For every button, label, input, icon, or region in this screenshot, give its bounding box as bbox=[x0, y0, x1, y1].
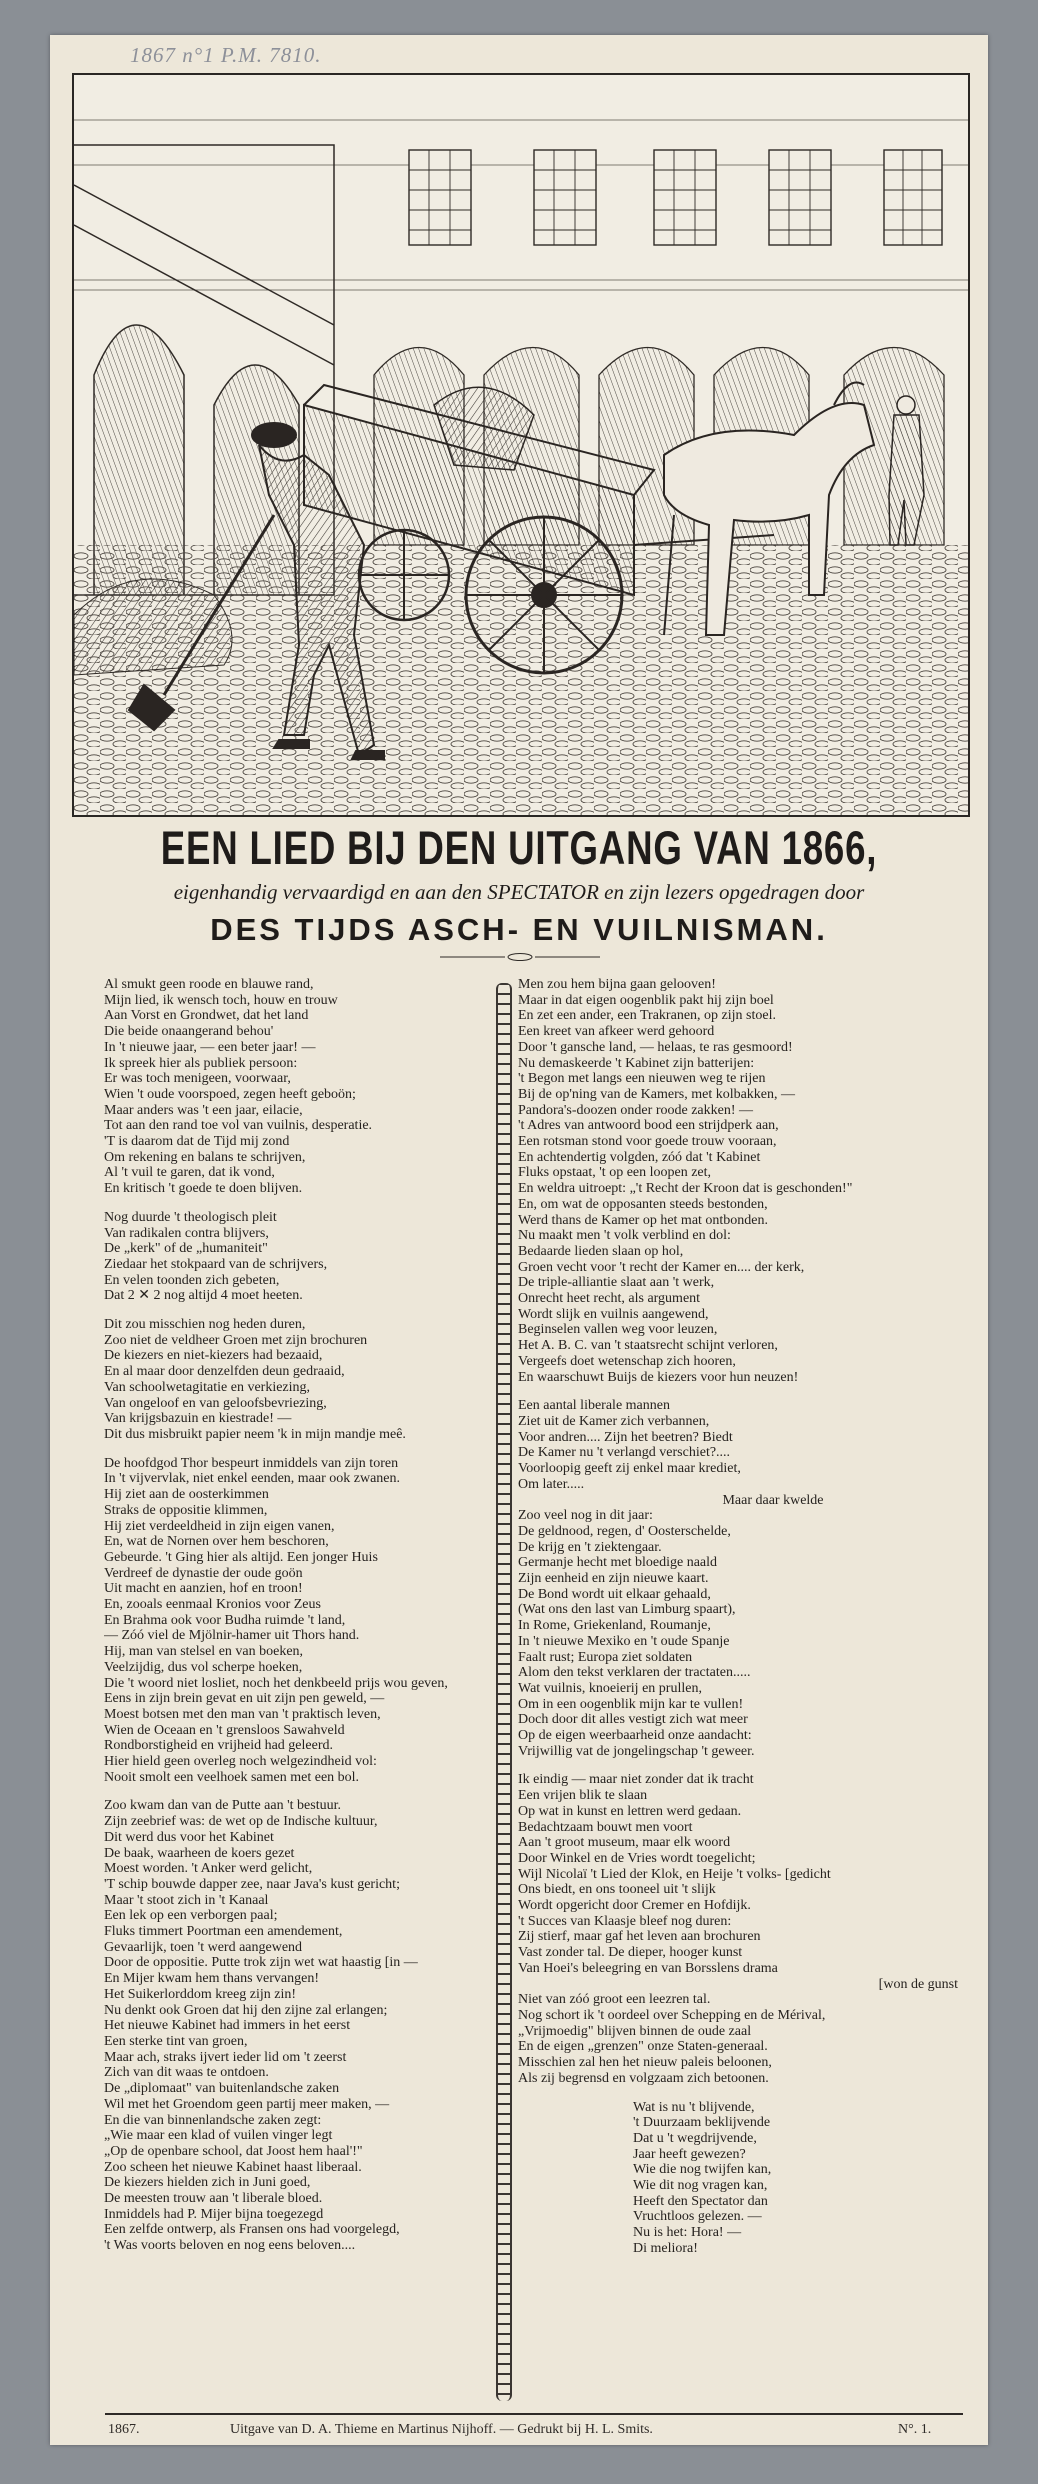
poem-line: Ons biedt, en ons tooneel uit 't slijk bbox=[518, 1882, 716, 1898]
stanza-gap bbox=[104, 1304, 509, 1317]
poem-line: Vrijwillig vat de jongelingschap 't geweer. bbox=[518, 1743, 755, 1759]
poem-line: Wie die nog twijfen kan, bbox=[633, 2162, 772, 2178]
poem-line: Die 't woord niet losliet, noch het denkbeeld prijs wou geven, bbox=[104, 1675, 448, 1691]
poem-line: Vast zonder tal. De dieper, hooger kunst bbox=[518, 1945, 743, 1961]
poem-line: In 't nieuwe Mexiko en 't oude Spanje bbox=[518, 1633, 730, 1649]
poem-line: Die beide onaangerand behou' bbox=[104, 1024, 274, 1040]
poem-line: Di meliora! bbox=[633, 2240, 698, 2256]
poem-line: Door 't gansche land, — helaas, te ras gesmoord! bbox=[518, 1039, 793, 1055]
poem-line: 't Begon met langs een nieuwen weg te rijen bbox=[518, 1071, 766, 1087]
poem-line: Zoo veel nog in dit jaar: bbox=[518, 1508, 653, 1524]
poem-line: Dat 2 ✕ 2 nog altijd 4 moet heeten. bbox=[104, 1288, 303, 1304]
poem-line: De krijg en 't ziektengaar. bbox=[518, 1539, 662, 1555]
poem-line: En de eigen „grenzen" onze Staten-generaal. bbox=[518, 2039, 768, 2055]
poem-line: Van krijgsbazuin en kiestrade! — bbox=[104, 1411, 292, 1427]
poem-line: Ziet uit de Kamer zich verbannen, bbox=[518, 1413, 710, 1429]
poem-line: [won de gunst bbox=[878, 1976, 958, 1992]
poem-line: Wil met het Groendom geen partij meer maken, — bbox=[104, 2096, 390, 2112]
poem-line: Beginselen vallen weg voor leuzen, bbox=[518, 1322, 718, 1338]
poem-line: Aan 't groot museum, maar elk woord bbox=[518, 1835, 731, 1851]
poem-line: Nog schort ik 't oordeel over Schepping en de Mérival, bbox=[518, 2008, 826, 2023]
poem-line: Veelzijdig, dus vol scherpe hoeken, bbox=[104, 1659, 303, 1675]
poem-line: Straks de oppositie klimmen, bbox=[104, 1502, 268, 1518]
poem-line: Dit werd dus voor het Kabinet bbox=[104, 1829, 274, 1845]
poem-line: De triple-alliantie slaat aan 't werk, bbox=[518, 1275, 715, 1291]
poem-line: En, om wat de opposanten steeds bestonden, bbox=[518, 1196, 768, 1212]
chain-divider bbox=[496, 983, 512, 2401]
broadside-subtitle: eigenhandig vervaardigd en aan den SPECTATOR en zijn lezers opgedragen door bbox=[173, 880, 865, 904]
poem-line: Van radikalen contra blijvers, bbox=[104, 1225, 269, 1241]
poem-line: Jaar heeft gewezen? bbox=[633, 2146, 746, 2162]
stanza-gap bbox=[518, 1385, 958, 1398]
poem-line: 'T schip bouwde dapper zee, naar Java's kust gericht; bbox=[104, 1876, 400, 1892]
poem-line: Wien de Oceaan en 't grensloos Sawahveld bbox=[104, 1722, 345, 1738]
poem-line: Heeft den Spectator dan bbox=[633, 2193, 768, 2209]
footer-number: N°. 1. bbox=[898, 2422, 932, 2437]
poem-line: Eens in zijn brein gevat en uit zijn pen geweld, — bbox=[104, 1691, 385, 1707]
broadside-title: EEN LIED BIJ DEN UITGANG VAN 1866, bbox=[160, 821, 878, 874]
windows bbox=[409, 150, 942, 245]
poem-line: Al smukt geen roode en blauwe rand, bbox=[104, 977, 314, 992]
broadside-author: DES TIJDS ASCH- EN VUILNISMAN. bbox=[210, 912, 828, 947]
poem-line: In Rome, Griekenland, Roumanje, bbox=[518, 1618, 711, 1634]
poem-line: Vergeefs doet wetenschap zich hooren, bbox=[518, 1353, 736, 1369]
poem-line: Ziedaar het stokpaard van de schrijvers, bbox=[104, 1256, 328, 1272]
poem-line: En Mijer kwam hem thans vervangen! bbox=[104, 1971, 319, 1987]
poem-line: Tot aan den rand toe vol van vuilnis, desperatie. bbox=[104, 1118, 373, 1134]
poem-line: Bij de op'ning van de Kamers, met kolbakken, — bbox=[518, 1086, 796, 1102]
poem-line: Zich van dit waas te ontdoen. bbox=[104, 2065, 269, 2081]
poem-line: En, zooals eenmaal Kronios voor Zeus bbox=[104, 1597, 321, 1613]
poem-line: Hier hield geen overleg noch welgezindheid vol: bbox=[104, 1754, 377, 1770]
poem-line: Pandora's-doozen onder roode zakken! — bbox=[518, 1102, 753, 1118]
poem-line: Nu is het: Hora! — bbox=[633, 2225, 742, 2241]
stanza-gap bbox=[104, 1197, 509, 1210]
pencil-inscription: 1867 n°1 P.M. 7810. bbox=[130, 43, 322, 67]
poem-line: Moest worden. 't Anker werd gelicht, bbox=[104, 1861, 313, 1877]
poem-line: Nu denkt ook Groen dat hij den zijne zal erlangen; bbox=[104, 2002, 388, 2018]
poem-line: Een zelfde ontwerp, als Fransen ons had voorgelegd, bbox=[104, 2222, 400, 2238]
poem-line: Al 't vuil te garen, dat ik vond, bbox=[104, 1165, 275, 1181]
poem-line: De baak, waarheen de koers gezet bbox=[104, 1845, 295, 1861]
poem-line: Een kreet van afkeer werd gehoord bbox=[518, 1024, 715, 1040]
poem-line: Ik eindig — maar niet zonder dat ik tracht bbox=[518, 1772, 754, 1788]
poem-line: En weldra uitroept: „'t Recht der Kroon dat is geschonden!" bbox=[518, 1181, 853, 1197]
poem-line: Een aantal liberale mannen bbox=[518, 1398, 670, 1414]
poem-line: Het A. B. C. van 't staatsrecht schijnt verloren, bbox=[518, 1338, 778, 1354]
poem-line: Zoo niet de veldheer Groen met zijn brochuren bbox=[104, 1332, 368, 1348]
poem-line: Een sterke tint van groen, bbox=[104, 2034, 248, 2049]
poem-line: Nu maakt men 't volk verblind en dol: bbox=[518, 1228, 731, 1244]
poem-line: „Vrijmoedig" blijven binnen de oude zaal bbox=[518, 2023, 752, 2039]
poem-line: De „kerk" of de „humaniteit" bbox=[104, 1241, 268, 1257]
poem-line: Wie dit nog vragen kan, bbox=[633, 2178, 768, 2194]
poem-line: Gevaarlijk, toen 't werd aangewend bbox=[104, 1939, 303, 1955]
poem-line: Vruchtloos gelezen. — bbox=[633, 2209, 762, 2225]
poem-line: In 't vijvervlak, niet enkel eenden, maar ook zwanen. bbox=[104, 1471, 401, 1487]
poem-line: De geldnood, regen, d' Oosterschelde, bbox=[518, 1523, 731, 1539]
broadside-sheet bbox=[50, 35, 988, 2445]
poem-line: Bedaarde lieden slaan op hol, bbox=[518, 1243, 684, 1259]
poem-line: Mijn lied, ik wensch toch, houw en trouw bbox=[104, 992, 338, 1008]
poem-line: Door de oppositie. Putte trok zijn wet wat haastig [in — bbox=[104, 1955, 418, 1971]
poem-line: Zoo scheen het nieuwe Kabinet haast liberaal. bbox=[104, 2159, 362, 2175]
stanza-gap bbox=[518, 1759, 958, 1772]
poem-line: Om later..... bbox=[518, 1476, 585, 1492]
poem-line: Wijl Nicolaï 't Lied der Klok, en Heije 't volks- [gedicht bbox=[518, 1866, 831, 1882]
poem-line: De meesten trouw aan 't liberale bloed. bbox=[104, 2191, 323, 2207]
poem-line: En waarschuwt Buijs de kiezers voor hun neuzen! bbox=[518, 1369, 799, 1385]
poem-line: Ik spreek hier als publiek persoon: bbox=[104, 1055, 298, 1071]
poem-line: En al maar door denzelfden deun gedraaid, bbox=[104, 1364, 345, 1380]
poem-line: Dit dus misbruikt papier neem 'k in mijn mandje meê. bbox=[104, 1426, 406, 1442]
poem-line: Van Hoei's beleegring en van Borsslens drama bbox=[518, 1960, 778, 1976]
poem-line: De Kamer nu 't verlangd verschiet?.... bbox=[518, 1445, 731, 1461]
poem-line: Fluks opstaat, 't op een loopen zet, bbox=[518, 1165, 712, 1181]
poem-line: Nog duurde 't theologisch pleit bbox=[104, 1209, 277, 1225]
poem-line: Maar 't stoot zich in 't Kanaal bbox=[104, 1892, 269, 1908]
poem-line: De kiezers hielden zich in Juni goed, bbox=[104, 2175, 311, 2191]
poem-line: Onrecht heet recht, als argument bbox=[518, 1291, 701, 1307]
poem-line: En, wat de Nornen over hem beschoren, bbox=[104, 1534, 329, 1550]
poem-line: Inmiddels had P. Mijer bijna toegezegd bbox=[104, 2206, 324, 2222]
poem-line: Zijn zeebrief was: de wet op de Indische kultuur, bbox=[104, 1814, 378, 1830]
poem-line: Faalt rust; Europa ziet soldaten bbox=[518, 1649, 693, 1665]
poem-line: In 't nieuwe jaar, — een beter jaar! — bbox=[104, 1039, 316, 1055]
poem-line: Uit macht en aanzien, hof en troon! bbox=[104, 1581, 303, 1597]
poem-line: Men zou hem bijna gaan gelooven! bbox=[518, 977, 716, 992]
poem-line: Nu demaskeerde 't Kabinet zijn batterijen: bbox=[518, 1055, 755, 1071]
poem-line: Op wat in kunst en lettren werd gedaan. bbox=[518, 1803, 742, 1819]
poem-line: Werd thans de Kamer op het mat ontbonden. bbox=[518, 1212, 769, 1228]
poem-line: Wien 't oude voorspoed, zegen heeft geboön; bbox=[104, 1086, 356, 1102]
poem-line: Wat vuilnis, knoeierij en prullen, bbox=[518, 1680, 702, 1696]
poem-line: Voor andren.... Zijn het beetren? Biedt bbox=[518, 1429, 733, 1445]
footer-imprint: Uitgave van D. A. Thieme en Martinus Nijhoff. — Gedrukt bij H. L. Smits. bbox=[230, 2422, 653, 2437]
poem-line: En kritisch 't goede te doen blijven. bbox=[104, 1181, 303, 1197]
poem-line: Bedachtzaam bouwt men voort bbox=[518, 1819, 693, 1835]
poem-line: Hij ziet verdeeldheid in zijn eigen vanen, bbox=[104, 1518, 335, 1534]
poem-line: Niet van zóó groot een leezren tal. bbox=[518, 1992, 711, 2008]
poem-line: Zoo kwam dan van de Putte aan 't bestuur. bbox=[104, 1798, 341, 1814]
poem-line: Rondborstigheid en vrijheid had geleerd. bbox=[104, 1738, 333, 1754]
poem-line: Dat u 't wegdrijvende, bbox=[633, 2130, 757, 2146]
poem-line: — Zóó viel de Mjölnir-hamer uit Thors hand. bbox=[104, 1628, 360, 1644]
poem-line: 't Adres van antwoord bood een strijdperk aan, bbox=[518, 1118, 779, 1134]
footer-rule-top bbox=[105, 2413, 963, 2415]
poem-line: Een lek op een verborgen paal; bbox=[104, 1908, 278, 1924]
poem-line: Germanje hecht met bloedige naald bbox=[518, 1555, 718, 1571]
poem-line: Groen vecht voor 't recht der Kamer en.... der kerk, bbox=[518, 1259, 805, 1275]
poem-line: Wordt slijk en vuilnis aangewend, bbox=[518, 1306, 709, 1322]
poem-line: Aan Vorst en Grondwet, dat het land bbox=[104, 1008, 309, 1024]
poem-line: Misschien zal hen het nieuw paleis beloonen, bbox=[518, 2055, 772, 2071]
title-ornament bbox=[440, 951, 600, 963]
poem-line: Maar daar kwelde bbox=[722, 1492, 824, 1508]
poem-line: Om rekening en balans te schrijven, bbox=[104, 1149, 306, 1165]
poem-line: Doch door dit alles vestigt zich wat meer bbox=[518, 1712, 748, 1728]
cobblestone-ground bbox=[74, 545, 968, 815]
poem-line: Hij ziet aan de oosterkimmen bbox=[104, 1487, 269, 1503]
poem-line: Maar anders was 't een jaar, eilacie, bbox=[104, 1102, 303, 1118]
poem-line: Een rotsman stond voor goede trouw vooraan, bbox=[518, 1134, 777, 1150]
poem-line: Verdreef de dynastie der oude goön bbox=[104, 1565, 303, 1581]
poem-right-column bbox=[518, 977, 958, 2257]
poem-line: Nooit smolt een veelhoek samen met een bol. bbox=[104, 1769, 360, 1785]
poem-line: De kiezers en niet-kiezers had bezaaid, bbox=[104, 1348, 323, 1364]
poem-line: Er was toch menigeen, voorwaar, bbox=[104, 1071, 291, 1087]
poem-line: En die van binnenlandsche zaken zegt: bbox=[104, 2112, 322, 2128]
poem-line: „Op de openbare school, dat Joost hem haal'!" bbox=[104, 2143, 363, 2159]
poem-line: Om in een oogenblik mijn kar te vullen! bbox=[518, 1696, 744, 1712]
poem-line: 't Succes van Klaasje bleef nog duren: bbox=[518, 1913, 732, 1929]
poem-line: De Bond wordt uit elkaar gehaald, bbox=[518, 1586, 711, 1602]
poem-line: Dit zou misschien nog heden duren, bbox=[104, 1317, 306, 1333]
poem-line: „Wie maar een klad of vuilen vinger legt bbox=[104, 2128, 333, 2144]
poem-line: Als zij begrensd en volgzaam zich betoonen. bbox=[518, 2070, 769, 2086]
poem-line: Maar ach, straks ijvert ieder lid om 't zeerst bbox=[104, 2049, 347, 2065]
poem-line: Gebeurde. 't Ging hier als altijd. Een jonger Huis bbox=[104, 1549, 378, 1565]
poem-line: Het Suikerlorddom kreeg zijn zin! bbox=[104, 1986, 297, 2002]
poem-line: Van schoolwetagitatie en verkiezing, bbox=[104, 1379, 311, 1395]
poem-line: Maar in dat eigen oogenblik pakt hij zijn boel bbox=[518, 992, 774, 1008]
footer-year: 1867. bbox=[108, 2422, 140, 2437]
poem-line: Het nieuwe Kabinet had immers in het eerst bbox=[104, 2018, 351, 2034]
poem-line: (Wat ons den last van Limburg spaart), bbox=[518, 1602, 736, 1618]
stanza-gap bbox=[518, 2087, 958, 2100]
poem-line: Hij, man van stelsel en van boeken, bbox=[104, 1644, 304, 1660]
poem-line: Een vrijen blik te slaan bbox=[518, 1788, 648, 1804]
poem-line: Zij stierf, maar gaf het leven aan brochuren bbox=[518, 1929, 761, 1945]
poem-line: En zet een ander, een Trakranen, op zijn stoel. bbox=[518, 1008, 776, 1024]
poem-line: Fluks timmert Poortman een amendement, bbox=[104, 1924, 343, 1940]
poem-line: En Brahma ook voor Budha ruimde 't land, bbox=[104, 1612, 346, 1628]
poem-line: Moest botsen met den man van 't praktisch leven, bbox=[104, 1706, 381, 1722]
poem-line: 't Duurzaam beklijvende bbox=[633, 2115, 771, 2131]
poem-line: 'T is daarom dat de Tijd mij zond bbox=[104, 1134, 290, 1150]
poem-line: Van ongeloof en van geloofsbevriezing, bbox=[104, 1395, 327, 1411]
poem-line: Wordt opgericht door Cremer en Hofdijk. bbox=[518, 1898, 751, 1914]
stanza-gap bbox=[104, 1785, 509, 1798]
poem-line: En achtendertig volgden, zóó dat 't Kabinet bbox=[518, 1149, 761, 1165]
poem-line: Alom den tekst verklaren der tractaten..... bbox=[518, 1665, 751, 1681]
poem-line: De hoofdgod Thor bespeurt inmiddels van zijn toren bbox=[104, 1455, 399, 1471]
poem-line: Door Winkel en de Vries wordt toegelicht; bbox=[518, 1850, 756, 1866]
distant-soldier-figure bbox=[889, 396, 924, 545]
poem-line: Voorloopig geeft zij enkel maar krediet, bbox=[518, 1461, 741, 1477]
poem-line: Zijn eenheid en zijn nieuwe kaart. bbox=[518, 1571, 709, 1587]
poem-line: En velen toonden zich gebeten, bbox=[104, 1272, 280, 1288]
poem-line: 't Was voorts beloven en nog eens beloven.... bbox=[104, 2238, 356, 2254]
poem-line: De „diplomaat" van buitenlandsche zaken bbox=[104, 2081, 340, 2097]
poem-left-column bbox=[104, 977, 509, 2254]
poem-line: Wat is nu 't blijvende, bbox=[633, 2099, 755, 2115]
poem-line: Op de eigen weerbaarheid onze aandacht: bbox=[518, 1728, 752, 1744]
stanza-gap bbox=[104, 1443, 509, 1456]
engraving-illustration bbox=[72, 73, 970, 817]
